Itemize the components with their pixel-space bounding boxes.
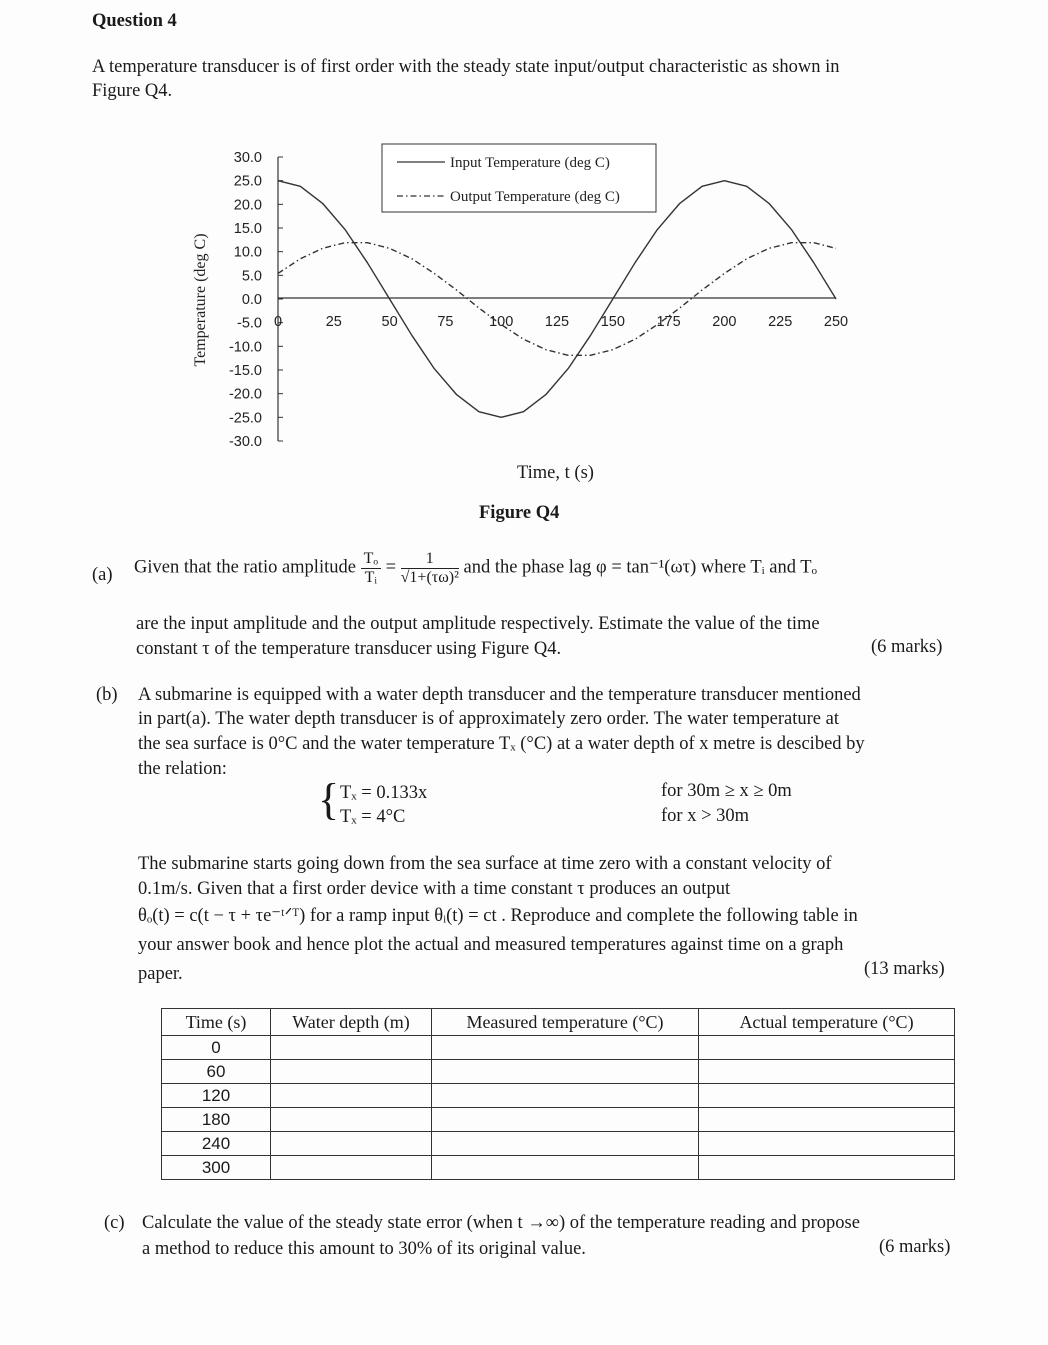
part-b-line-1: A submarine is equipped with a water depth transducer and the temperature transducer mentioned bbox=[138, 685, 861, 705]
x-tick-label: 250 bbox=[823, 314, 849, 330]
table-row bbox=[162, 1108, 955, 1132]
results-table bbox=[161, 1008, 955, 1180]
table-row bbox=[162, 1084, 955, 1108]
equation-1-condition: for 30m ≥ x ≥ 0m bbox=[661, 781, 792, 801]
time-cell: 180 bbox=[162, 1108, 271, 1132]
part-b-marks: (13 marks) bbox=[864, 959, 945, 979]
x-tick-label: 75 bbox=[437, 314, 454, 330]
empty-cell bbox=[432, 1060, 699, 1084]
part-b-line-5: The submarine starts going down from the sea surface at time zero with a constant velocity of bbox=[138, 854, 832, 874]
table-row bbox=[162, 1132, 955, 1156]
part-a-marks: (6 marks) bbox=[871, 637, 943, 657]
equation-2: Tₓ = 4°C bbox=[340, 807, 406, 827]
intro-line-1: A temperature transducer is of first order with the steady state input/output characteristic as shown in bbox=[92, 57, 840, 77]
header-time: Time (s) bbox=[162, 1009, 271, 1036]
header-measured: Measured temperature (°C) bbox=[432, 1009, 699, 1036]
part-a-text: Given that the ratio amplitude bbox=[134, 557, 356, 578]
x-tick-label: 100 bbox=[489, 314, 514, 330]
empty-cell bbox=[432, 1132, 699, 1156]
legend-output: Output Temperature (deg C) bbox=[450, 189, 620, 205]
time-cell: 0 bbox=[162, 1036, 271, 1060]
empty-cell bbox=[699, 1036, 955, 1060]
part-b-line-8: your answer book and hence plot the actual and measured temperatures against time on a graph bbox=[138, 935, 844, 955]
empty-cell bbox=[271, 1060, 432, 1084]
x-tick-label: 200 bbox=[712, 314, 737, 330]
part-c-marks: (6 marks) bbox=[879, 1237, 951, 1257]
header-depth: Water depth (m) bbox=[271, 1009, 432, 1036]
y-tick-label: 25.0 bbox=[233, 173, 262, 190]
y-tick-label: -20.0 bbox=[228, 386, 262, 403]
part-a-line-2: are the input amplitude and the output amplitude respectively. Estimate the value of the time bbox=[136, 614, 820, 634]
part-b-line-7: θₒ(t) = c(t − τ + τe⁻ᵗᐟᵀ) for a ramp input θᵢ(t) = ct . Reproduce and complete the following table in bbox=[138, 906, 858, 926]
frac-num: 1 bbox=[401, 550, 459, 569]
table-row bbox=[162, 1036, 955, 1060]
y-tick-label: 10.0 bbox=[233, 244, 262, 261]
time-cell: 60 bbox=[162, 1060, 271, 1084]
y-tick-label: 0.0 bbox=[241, 292, 262, 308]
empty-cell bbox=[271, 1036, 432, 1060]
part-c-line-2: a method to reduce this amount to 30% of its original value. bbox=[142, 1239, 586, 1259]
x-tick-label: 50 bbox=[381, 314, 398, 330]
part-a-label: (a) bbox=[92, 565, 113, 585]
time-cell: 300 bbox=[162, 1156, 271, 1180]
part-b-line-4: the relation: bbox=[138, 759, 227, 779]
table-row bbox=[162, 1156, 955, 1180]
empty-cell bbox=[271, 1084, 432, 1108]
empty-cell bbox=[699, 1060, 955, 1084]
y-tick-label: 20.0 bbox=[233, 197, 262, 214]
intro-line-2: Figure Q4. bbox=[92, 81, 173, 101]
empty-cell bbox=[699, 1108, 955, 1132]
table-row bbox=[162, 1060, 955, 1084]
empty-cell bbox=[432, 1084, 699, 1108]
empty-cell bbox=[432, 1108, 699, 1132]
part-b-line-9: paper. bbox=[138, 964, 183, 984]
frac-num: Tₒ bbox=[361, 550, 381, 569]
y-tick-label: -25.0 bbox=[228, 410, 262, 427]
part-b-label: (b) bbox=[96, 685, 118, 705]
x-tick-label: 0 bbox=[273, 314, 283, 330]
part-a-line-1: Given that the ratio amplitude $\frac{\text{Tₒ}}{\text{Tᵢ}}$ = $\frac{1}{\text{√1+(τω)²}}$ and the phase lag φ = tan⁻¹(ωτ) where Tᵢ and Tₒ bbox=[134, 550, 817, 586]
part-b-line-6: 0.1m/s. Given that a first order device with a time constant τ produces an output bbox=[138, 879, 731, 899]
y-tick-label: 30.0 bbox=[233, 150, 262, 166]
question-title: Question 4 bbox=[92, 11, 177, 31]
amplitude-formula bbox=[401, 550, 459, 586]
y-tick-label: 15.0 bbox=[233, 221, 262, 237]
equation-2-condition: for x > 30m bbox=[661, 806, 750, 826]
y-tick-label: -5.0 bbox=[237, 315, 262, 332]
equation-1: Tₓ = 0.133x bbox=[340, 783, 428, 803]
series-line-output bbox=[278, 243, 836, 356]
y-axis-label: Temperature (deg C) bbox=[192, 233, 209, 367]
empty-cell bbox=[699, 1084, 955, 1108]
empty-cell bbox=[271, 1108, 432, 1132]
y-tick-label: -15.0 bbox=[228, 363, 262, 379]
empty-cell bbox=[699, 1156, 955, 1180]
x-tick-label: 25 bbox=[325, 314, 342, 330]
x-tick-label: 150 bbox=[600, 314, 625, 330]
x-tick-label: 225 bbox=[768, 314, 793, 330]
series-line-input bbox=[278, 181, 836, 418]
time-cell: 120 bbox=[162, 1084, 271, 1108]
x-tick-label: 125 bbox=[544, 314, 570, 330]
y-tick-label: -10.0 bbox=[228, 339, 262, 356]
empty-cell bbox=[271, 1156, 432, 1180]
brace: { bbox=[318, 775, 340, 824]
empty-cell bbox=[271, 1132, 432, 1156]
part-a-line-3: constant τ of the temperature transducer using Figure Q4. bbox=[136, 639, 562, 659]
frac-den: √1+(τω)² bbox=[400, 568, 459, 586]
empty-cell bbox=[432, 1036, 699, 1060]
y-tick-label: -30.0 bbox=[228, 434, 262, 450]
x-axis-label: Time, t (s) bbox=[517, 463, 594, 483]
part-b-line-2: in part(a). The water depth transducer is of approximately zero order. The water temperature at bbox=[138, 709, 839, 729]
amplitude-ratio bbox=[361, 550, 381, 586]
part-b-line-3: the sea surface is 0°C and the water temperature Tₓ (°C) at a water depth of x metre is descibed by bbox=[138, 734, 865, 754]
part-a-text: and the phase lag φ = tan⁻¹(ωτ) where Tᵢ and Tₒ bbox=[463, 557, 817, 578]
figure-caption: Figure Q4 bbox=[479, 503, 560, 523]
legend-input: Input Temperature (deg C) bbox=[450, 155, 610, 171]
part-c-line-1: Calculate the value of the steady state error (when t →∞) of the temperature reading and propose bbox=[142, 1213, 860, 1233]
part-c-label: (c) bbox=[104, 1213, 125, 1233]
frac-den: Tᵢ bbox=[364, 568, 377, 586]
time-cell: 240 bbox=[162, 1132, 271, 1156]
figure-q4-chart bbox=[0, 0, 1048, 500]
header-actual: Actual temperature (°C) bbox=[699, 1009, 955, 1036]
y-tick-label: 5.0 bbox=[241, 268, 262, 285]
x-tick-label: 175 bbox=[656, 314, 681, 330]
empty-cell bbox=[699, 1132, 955, 1156]
empty-cell bbox=[432, 1156, 699, 1180]
